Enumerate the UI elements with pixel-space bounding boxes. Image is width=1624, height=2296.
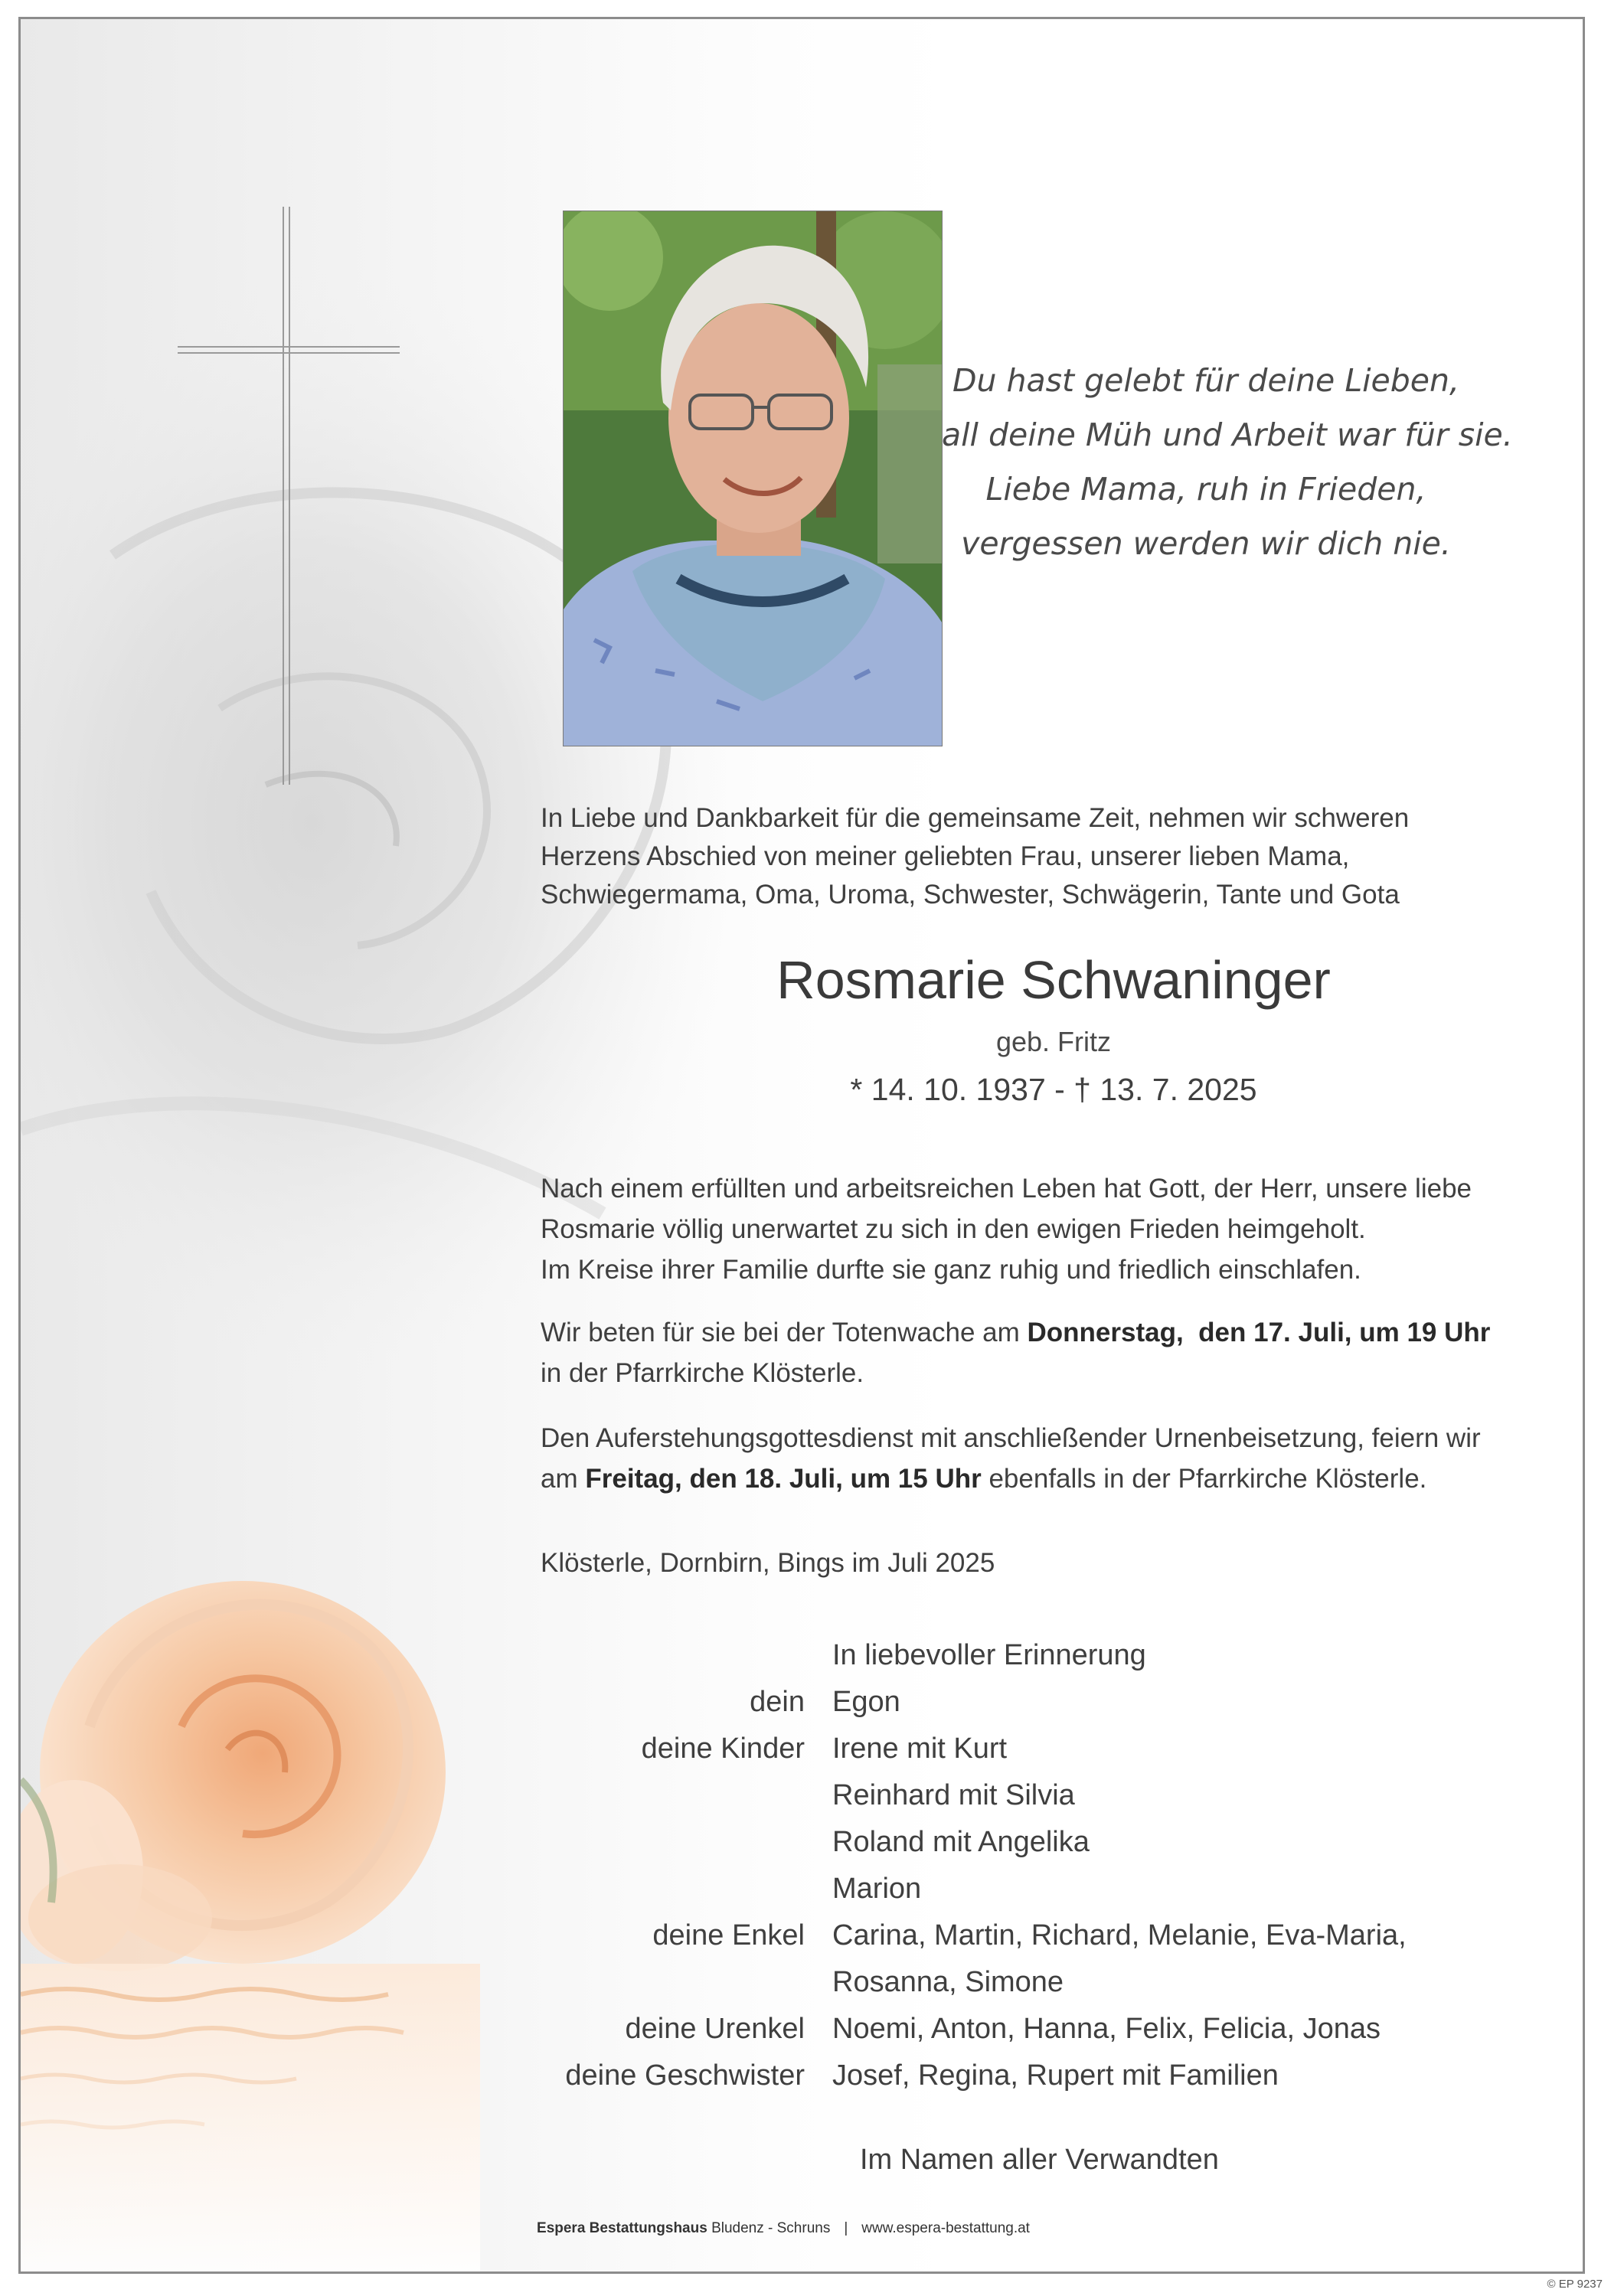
family-relation xyxy=(459,1772,832,1819)
intro-line: Schwiegermama, Oma, Uroma, Schwester, Schwägerin, Tante und Gota xyxy=(541,880,1400,910)
family-row xyxy=(459,1819,1531,1866)
footer-separator: | xyxy=(844,2220,848,2236)
poem-line: vergessen werden wir dich nie. xyxy=(961,525,1451,562)
closing-line: Im Namen aller Verwandten xyxy=(860,2144,1219,2176)
family-names: Reinhard mit Silvia xyxy=(832,1779,1075,1811)
family-names: Josef, Regina, Rupert mit Familien xyxy=(832,2059,1279,2092)
family-names: Carina, Martin, Richard, Melanie, Eva-Maria, xyxy=(832,1919,1407,1951)
wake-day: Donnerstag, xyxy=(1027,1318,1184,1347)
paragraph-wake xyxy=(541,1312,1567,1393)
life-dates: * 14. 10. 1937 - † 13. 7. 2025 xyxy=(850,1072,1257,1107)
intro-text xyxy=(541,799,1567,914)
wake-date-time: den 17. Juli, um 19 Uhr xyxy=(1183,1318,1491,1347)
paragraph-line: Den Auferstehungsgottesdienst mit anschließender Urnenbeisetzung, feiern wir xyxy=(541,1423,1481,1453)
family-names: Rosanna, Simone xyxy=(832,1966,1064,1998)
family-names: Marion xyxy=(832,1873,922,1905)
family-relation: deine Kinder xyxy=(641,1733,805,1765)
intro-line: Herzens Abschied von meiner geliebten Frau, unserer lieben Mama, xyxy=(541,841,1350,871)
funeral-home-name: Espera Bestattungshaus xyxy=(537,2220,707,2236)
family-names: Irene mit Kurt xyxy=(832,1733,1008,1765)
wake-text: Wir beten für sie bei der Totenwache am xyxy=(541,1318,1028,1347)
family-relation xyxy=(459,1959,832,2006)
family-row xyxy=(459,2006,1531,2053)
family-relation: deine Geschwister xyxy=(565,2059,805,2092)
family-relation: deine Enkel xyxy=(652,1919,805,1951)
intro-line: In Liebe und Dankbarkeit für die gemeinsame Zeit, nehmen wir schweren xyxy=(541,803,1410,833)
family-relation: deine Urenkel xyxy=(625,2013,805,2045)
paragraph-line: in der Pfarrkirche Klösterle. xyxy=(541,1358,864,1388)
paragraph-line xyxy=(541,1458,1567,1499)
family-row xyxy=(459,1959,1531,2006)
service-location: ebenfalls in der Pfarrkirche Klösterle. xyxy=(981,1464,1427,1494)
family-row xyxy=(459,1866,1531,1912)
family-relation xyxy=(459,1866,832,1912)
print-code: © EP 9237 xyxy=(1547,2278,1603,2291)
family-row xyxy=(459,1912,1531,1959)
place-date: Klösterle, Dornbirn, Bings im Juli 2025 xyxy=(541,1548,995,1578)
portrait-photo xyxy=(563,211,943,746)
maiden-name: geb. Fritz xyxy=(995,1026,1112,1057)
family-row xyxy=(459,1726,1531,1772)
family-row xyxy=(459,2053,1531,2099)
family-row xyxy=(459,1772,1531,1819)
family-relation: dein xyxy=(750,1686,805,1718)
paragraph-service xyxy=(541,1418,1567,1499)
family-row xyxy=(459,1632,1531,1679)
paragraph-line: Nach einem erfüllten und arbeitsreichen Leben hat Gott, der Herr, unsere liebe xyxy=(541,1174,1472,1204)
paragraph-line: Rosmarie völlig unerwartet zu sich in den ewigen Frieden heimgeholt. xyxy=(541,1214,1366,1244)
deceased-name: Rosmarie Schwaninger xyxy=(776,950,1331,1010)
poem-line: all deine Müh und Arbeit war für sie. xyxy=(942,416,1513,453)
service-date-time: Freitag, den 18. Juli, um 15 Uhr xyxy=(585,1464,982,1494)
cross-icon xyxy=(178,207,400,785)
paragraph-line xyxy=(541,1312,1567,1353)
poem xyxy=(942,354,1513,571)
service-text: am xyxy=(541,1464,586,1494)
poem-line: Liebe Mama, ruh in Frieden, xyxy=(985,471,1426,508)
paragraph-line: Im Kreise ihrer Familie durfte sie ganz ruhig und friedlich einschlafen. xyxy=(541,1255,1361,1285)
poem-line: Du hast gelebt für deine Lieben, xyxy=(952,362,1460,399)
website-link[interactable]: www.espera-bestattung.at xyxy=(861,2220,1030,2236)
family-list xyxy=(459,1632,1531,2099)
family-relation xyxy=(459,1632,832,1679)
paragraph-passing xyxy=(541,1168,1567,1290)
family-row xyxy=(459,1679,1531,1726)
family-names: Roland mit Angelika xyxy=(832,1826,1090,1858)
funeral-home-location: Bludenz - Schruns xyxy=(707,2220,831,2236)
family-relation xyxy=(459,1819,832,1866)
family-names: Egon xyxy=(832,1686,900,1718)
family-names: Noemi, Anton, Hanna, Felix, Felicia, Jonas xyxy=(832,2013,1381,2045)
family-names: In liebevoller Erinnerung xyxy=(832,1639,1146,1671)
footer xyxy=(0,2220,1567,2237)
